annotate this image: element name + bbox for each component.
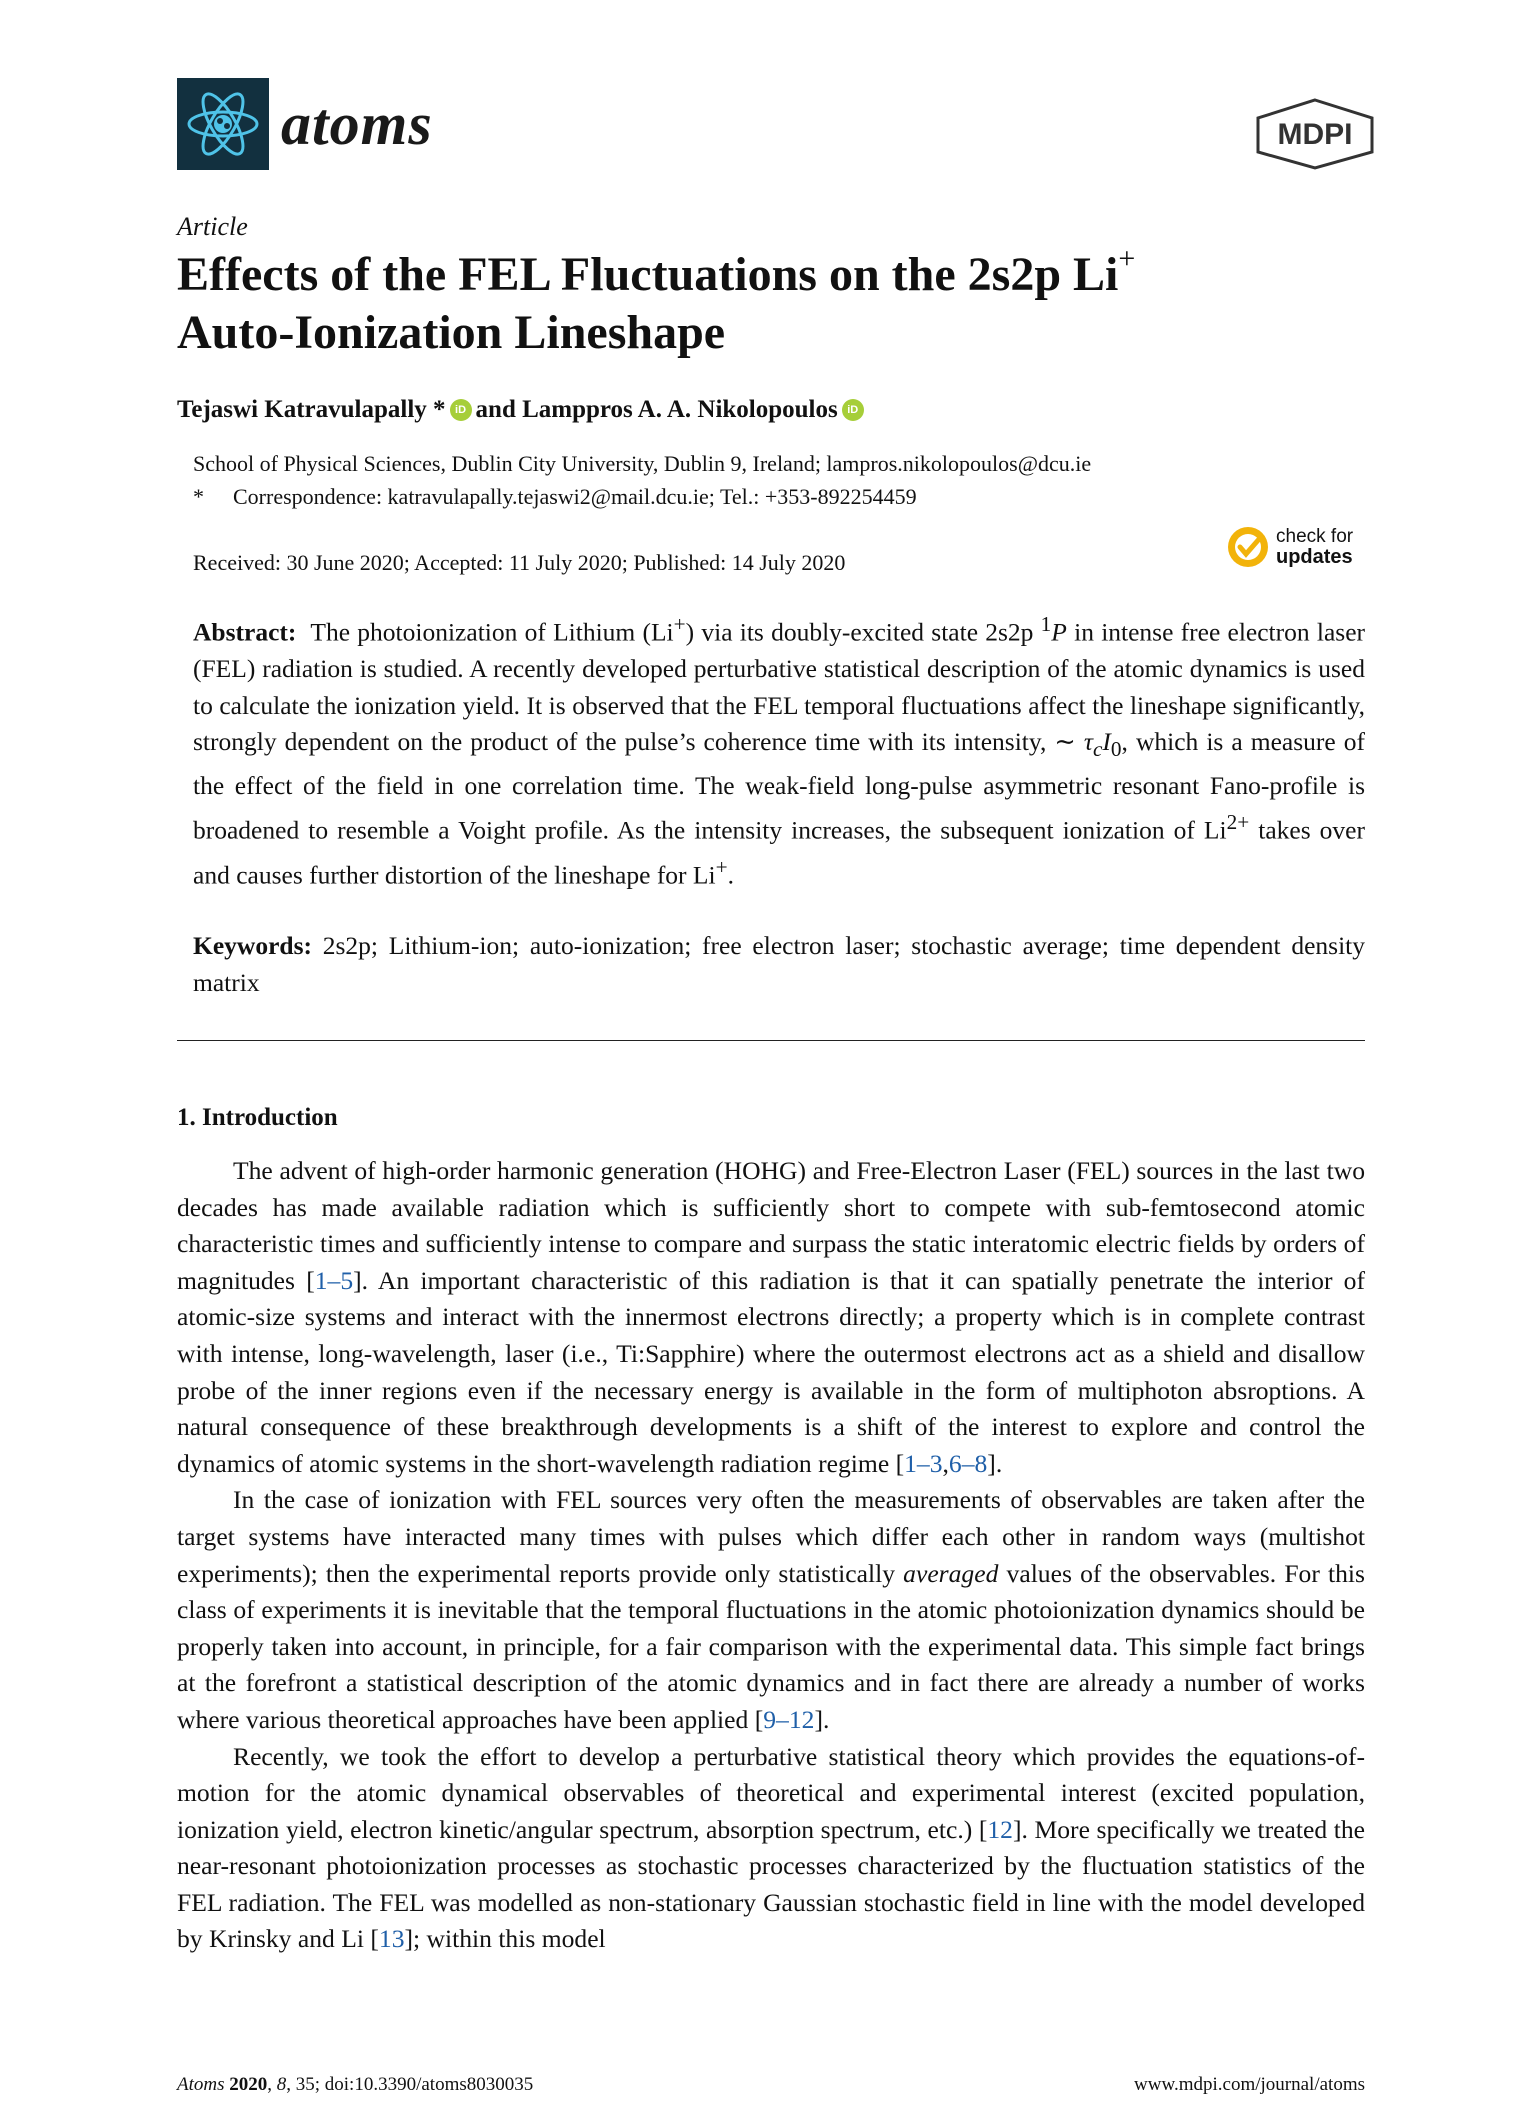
abstract-label: Abstract: [193, 617, 297, 647]
paragraph: The advent of high-order harmonic generation (HOHG) and Free-Electron Laser (FEL) sources in the last two decades has made available radiation which is sufficiently short to compete with sub-femtosecond atomic characteristic times and sufficiently intense to compare and surpass the static interatomic electric fields by orders of magnitudes [1–5]. An important characteristic of this radiation is that it can spatially penetrate the interior of atomic-size systems and interact with the innermost electrons directly; a property which is in complete contrast with intense, long-wavelength, laser (i.e., Ti:Sapphire) where the outermost electrons act as a shield and disallow probe of the inner regions even if the necessary energy is available in the form of multiphoton absroptions. A natural consequence of these breakthrough developments is a shift of the interest to explore and control the dynamics of atomic systems in the short-wavelength radiation regime [1–3,6–8]. [177, 1156, 1366, 1478]
footer-url[interactable]: www.mdpi.com/journal/atoms [1134, 2074, 1365, 2095]
author-2[interactable]: and Lamppros A. A. Nikolopoulos [475, 396, 838, 423]
check-icon [1226, 525, 1270, 569]
publisher-name: MDPI [1277, 118, 1353, 151]
introduction-body [177, 1153, 1365, 1958]
affiliation-block [193, 447, 1091, 513]
divider [177, 1040, 1365, 1041]
mdpi-logo [1250, 96, 1380, 170]
author-1[interactable]: Tejaswi Katravulapally * [177, 396, 446, 423]
journal-logo [177, 78, 447, 170]
article-title: Effects of the FEL Fluctuations on the 2s2p Li+ Auto-Ionization Lineshape [177, 242, 1136, 359]
citation-link[interactable]: 13 [378, 1924, 405, 1954]
citation-link[interactable]: 12 [987, 1814, 1013, 1844]
check-for-updates-badge[interactable]: check for updates [1226, 525, 1353, 569]
publication-dates: Received: 30 June 2020; Accepted: 11 July 2020; Published: 14 July 2020 [193, 550, 846, 575]
citation-link[interactable]: 9–12 [763, 1704, 815, 1734]
abstract: Abstract: The photoionization of Lithium (Li+) via its doubly-excited state 2s2p $^1$P in intense free electron laser (FEL) radiation is studied. A recently developed perturbative statistical description of the atomic dynamics is used to calculate the ionization yield. It is observed that the FEL temporal fluctuations affect the lineshape significantly, strongly dependent on the product of the pulse’s coherence time with its intensity, ∼ $\tau_cI_0$, which is a measure of the effect of the field in one correlation time. The weak-field long-pulse asymmetric resonant Fano-profile is broadened to resemble a Voight profile. As the intensity increases, the subsequent ionization of $Li^{2+}$ takes over and causes further distortion of the lineshape for Li+. [193, 612, 1366, 890]
orcid-icon[interactable]: iD [450, 399, 472, 421]
authors [177, 396, 868, 424]
section-heading: 1. Introduction [177, 1104, 338, 1131]
article-type: Article [177, 212, 248, 241]
paragraph: In the case of ionization with FEL sources very often the measurements of observables are taken after the target systems have interacted many times with pulses which differ each other in random ways (multishot experiments); then the experimental reports provide only statistically averaged values of the observables. For this class of experiments it is inevitable that the temporal fluctuations in the atomic photoionization dynamics should be properly taken into account, in principle, for a fair comparison with the experimental data. This simple fact brings at the forefront a statistical description of the atomic dynamics and in fact there are already a number of works where various theoretical approaches have been applied [9–12]. [177, 1485, 1365, 1734]
citation-link[interactable]: 1–5 [314, 1265, 354, 1295]
journal-name: atoms [281, 90, 433, 157]
atom-icon [177, 78, 269, 170]
citation-link[interactable]: 1–3 [904, 1448, 943, 1478]
citation-link[interactable]: 6–8 [948, 1448, 988, 1478]
keywords: Keywords: 2s2p; Lithium-ion; auto-ionization; free electron laser; stochastic average; time dependent density matrix [193, 931, 1365, 997]
correspondence: * Correspondence: katravulapally.tejaswi2@mail.dcu.ie; Tel.: +353-892254459 [193, 484, 917, 509]
keywords-label: Keywords: [193, 931, 312, 960]
paragraph: Recently, we took the effort to develop a perturbative statistical theory which provides the equations-of-motion for the atomic dynamical observables of theoretical and experimental interest (excited population, ionization yield, electron kinetic/angular spectrum, absorption spectrum, etc.) [12]. More specifically we treated the near-resonant photoionization processes as stochastic processes characterized by the fluctuation statistics of the FEL radiation. The FEL was modelled as non-stationary Gaussian stochastic field in line with the model developed by Krinsky and Li [13]; within this model [177, 1741, 1365, 1954]
affiliation: School of Physical Sciences, Dublin City University, Dublin 9, Ireland; lampros.nikolopoulos@dcu.ie [193, 451, 1092, 476]
orcid-icon[interactable]: iD [842, 399, 864, 421]
footer-citation: Atoms 2020, 8, 35; doi:10.3390/atoms8030035 [177, 2074, 534, 2095]
